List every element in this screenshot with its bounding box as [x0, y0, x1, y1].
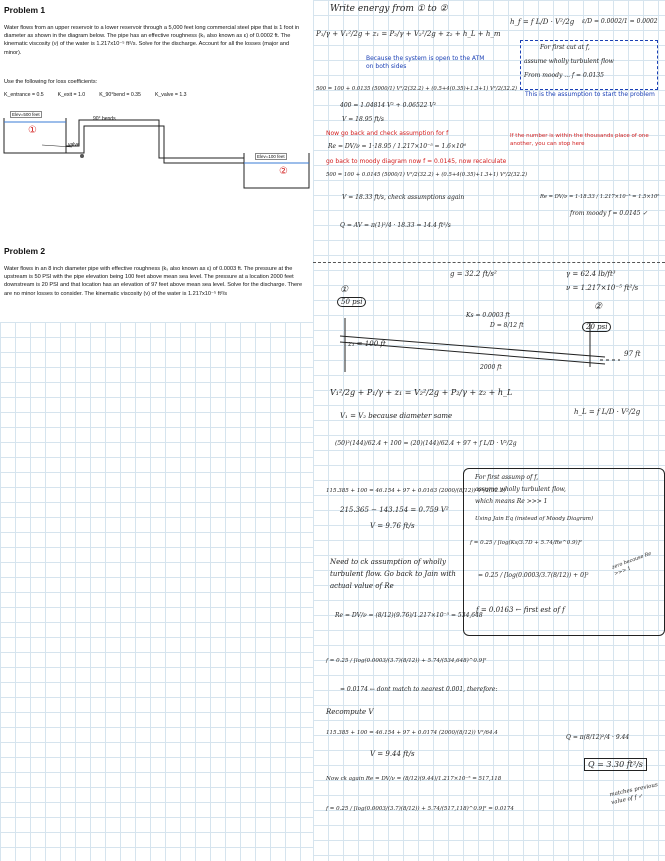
- p2-length: 2000 ft: [480, 364, 502, 371]
- p2-recompute: Recompute V: [326, 708, 374, 716]
- p1-eps-ratio: ε/D = 0.0002/1 = 0.0002: [582, 18, 658, 25]
- p2-f-result-2: = 0.0174 ← dont match to nearest 0.001, therefore:: [340, 686, 498, 693]
- p1-moody-2: go back to moody diagram now f = 0.0145, now recalculate: [326, 158, 507, 165]
- p1-reynolds-2: Re = DV/ν = 1·18.33 / 1.217×10⁻⁵ = 1.5×10⁶: [540, 194, 660, 200]
- p1-moody-3: from moody f = 0.0145 ✓: [570, 210, 648, 217]
- p2-side-note: zero because Re >>> 1: [611, 550, 653, 578]
- loss-coefficients: [4, 92, 187, 98]
- p2-gravity: g = 32.2 ft/s²: [450, 270, 497, 278]
- p1-reynolds-1: Re = DV/ν = 1·18.95 / 1.217×10⁻⁵ = 1.6×10⁶: [328, 143, 467, 150]
- p2-need-check: Need to ck assumption of wholly turbulent flow. Go back to Jain with actual value of Re: [330, 558, 456, 590]
- p2-f-result: f = 0.0163 ← first est of f: [476, 606, 565, 614]
- p2-reynolds: Re = DV/ν = (8/12)(9.76)/1.217×10⁻⁵ = 534,648: [335, 612, 483, 619]
- p1-assumption-note: This is the assumption to start the problem: [525, 91, 655, 98]
- p2-box-line-2: assume wholly turbulent flow,: [475, 486, 566, 493]
- elev-upper-label: Elev=500 feet: [12, 112, 40, 117]
- p1-atm-note: Because the system is open to the ATM on both sides: [366, 55, 485, 70]
- p1-line-500: 500 = 100 + 0.0135 (5000/1) V²/2(32.2) + (0.5+4(0.35)+1.3+1) V²/2(32.2): [316, 86, 518, 92]
- problem1-text: Water flows from an upper reservoir to a lower reservoir through a 5,000 feet long commercial steel pipe that is 1 foot in diameter as shown in the diagram below. The pipe has an effective roughness (kₛ also known as ε) of 0.0002 ft. The kinematic viscosity (ν) of the water is 1.217x10⁻⁵ ft²/s. Solve for the discharge. Account for all the losses (major and minor).: [4, 25, 300, 56]
- p2-now-check: Now ck again Re = DV/ν = (8/12)(9.44)/1.217×10⁻⁵ = 517,118: [326, 776, 502, 782]
- k-entrance: K_entrance = 0.5: [4, 92, 44, 98]
- p2-sub-1: (50)²(144)/62.4 + 100 = (20)(144)/62.4 + 97 + f L/D · V²/2g: [335, 440, 517, 447]
- p2-v1-v2: V₁ = V₂ because diameter same: [340, 412, 453, 420]
- p2-nu: ν = 1.217×10⁻⁵ ft²/s: [566, 284, 639, 292]
- p2-box-line-3: which means Re >>> 1: [475, 498, 548, 505]
- p2-node-1: ①: [340, 285, 349, 295]
- p2-hl: h_L = f L/D · V²/2g: [574, 408, 641, 416]
- p2-energy-eq: V₁²/2g + P₁/γ + z₁ = V₂²/2g + P₂/γ + z₂ + h_L: [330, 388, 513, 397]
- problem-divider: [313, 262, 665, 263]
- p2-q-result: Q = 3.30 ft³/s: [584, 758, 647, 771]
- problem2-heading: Problem 2: [4, 246, 46, 256]
- elev-lower-label: Elev=100 feet: [257, 154, 285, 159]
- p1-line-500b: 500 = 100 + 0.0145 (5000/1) V²/2(32.2) + (0.5+4(0.35)+1.3+1) V²/2(32.2): [326, 172, 528, 178]
- p2-matches: matches previous value of f ✓: [609, 782, 659, 807]
- k-bend: K_90°bend = 0.35: [99, 92, 141, 98]
- p2-sub-4: 115.385 + 100 = 46.154 + 97 + 0.0174 (2000/(8/12)) V²/64.4: [326, 730, 498, 736]
- p1-velocity-1: V = 18.95 ft/s: [342, 116, 384, 123]
- p1-box-line-2: assume wholly turbulent flow: [524, 58, 614, 65]
- p2-pipe-sketch: [320, 312, 640, 362]
- k-exit: K_exit = 1.0: [57, 92, 86, 98]
- p1-hf-equation: h_f = f L/D · V²/2g: [510, 18, 575, 26]
- valve-icon: [80, 154, 84, 158]
- p2-z1: z₁ = 100 ft: [348, 340, 386, 348]
- problem2-text: Water flows in an 8 inch diameter pipe with effective roughness (kₛ also known as ε) of 0.0003 ft. The pressure at the upstream is 50 PSI with the pipe elevation being 100 feet above mean sea level. The pressure at a location 2000 feet downstream is 20 PSI and that location has an elevation of 97 feet above mean sea level. Solve for the discharge. There are no minor losses to consider. The kinematic viscosity (ν) of the water is 1.217x10⁻⁵ ft²/s: [4, 266, 303, 297]
- p2-sub-3: 215.365 − 143.154 = 0.759 V²: [340, 506, 449, 514]
- p1-velocity-2: V = 18.33 ft/s, check assumptions again: [342, 194, 465, 201]
- p1-line-400: 400 = 1.04814 V² + 0.06522 V²: [340, 102, 437, 109]
- p2-diameter: D = 8/12 ft: [490, 322, 524, 329]
- p2-sub-2: 115.385 + 100 = 46.154 + 97 + 0.0163 (2000/(8/12)) V²/2(32.2): [326, 488, 506, 494]
- node-1-label: ①: [28, 125, 37, 136]
- p2-pressure-50: 50 psi: [337, 297, 366, 307]
- p1-box-line-1: For first cut at f,: [540, 44, 590, 51]
- p2-pressure-20: 20 psi: [582, 322, 611, 332]
- node-2-label: ②: [279, 166, 288, 177]
- p2-v-result-2: V = 9.44 ft/s: [370, 750, 415, 758]
- p2-jain-4: f = 0.25 / [log(0.0003/(3.7)(8/12)) + 5.74/(517,118)^0.9]² = 0.0174: [326, 806, 514, 812]
- p2-q-equation: Q = π(8/12)²/4 · 9.44: [566, 734, 630, 741]
- p2-jain-2: = 0.25 / [log(0.0003/3.7(8/12)) + 0]²: [478, 572, 589, 579]
- p2-box-line-4: Using Jain Eq (instead of Moody Diagram): [475, 516, 594, 522]
- p1-box-line-3: From moody ... f = 0.0135: [524, 72, 604, 79]
- p2-box-line-1: For first assump of f,: [475, 474, 539, 481]
- p1-red-note: If the number is within the thousands place of one another, you can stop here: [510, 133, 649, 147]
- p1-discharge: Q = AV = π(1)²/4 · 18.33 = 14.4 ft³/s: [340, 222, 451, 229]
- p2-node-2: ②: [594, 302, 603, 312]
- bends-label: 90° bends: [93, 116, 116, 122]
- problem1-heading: Problem 1: [4, 5, 46, 15]
- p2-ks: Ks = 0.0003 ft: [466, 312, 510, 319]
- grid-area-left: [0, 322, 313, 861]
- p2-jain-1: f = 0.25 / [log(Ks/3.7D + 5.74/Re^0.9)]²: [470, 540, 583, 546]
- p2-jain-3: f = 0.25 / [log(0.0003/(3.7)(8/12)) + 5.74/(534,648)^0.9]²: [326, 658, 487, 664]
- p2-v-result-1: V = 9.76 ft/s: [370, 522, 415, 530]
- p2-gamma: γ = 62.4 lb/ft³: [566, 270, 616, 278]
- p1-check-1: Now go back and check assumption for f: [326, 130, 449, 137]
- p2-z2: 97 ft: [624, 350, 641, 358]
- coefficient-intro: Use the following for loss coefficients:: [4, 79, 98, 85]
- k-valve: K_valve = 1.3: [154, 92, 187, 98]
- p1-work-title: Write energy from ① to ②: [330, 4, 448, 14]
- p1-energy-equation: P₁/γ + V₁²/2g + z₁ = P₂/γ + V₂²/2g + z₂ + h_L + h_m: [316, 30, 501, 38]
- valve-label: valve: [68, 142, 80, 148]
